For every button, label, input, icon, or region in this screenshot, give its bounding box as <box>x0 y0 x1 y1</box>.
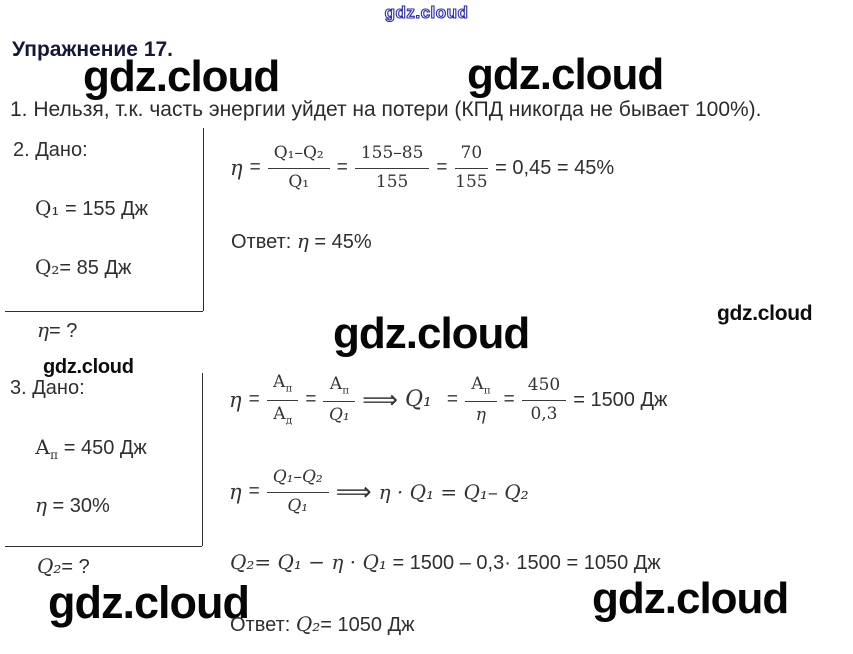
var-a-base: А <box>35 435 51 459</box>
problem2-find <box>37 319 77 343</box>
problem2-formula <box>230 140 614 196</box>
problem3-formula-3 <box>230 551 661 575</box>
fraction-q1-q2-over-q1 <box>268 144 330 192</box>
var-q1: Q₁ <box>35 196 60 220</box>
equals-sign: = <box>436 157 448 179</box>
fraction-denominator: 155 <box>375 171 409 192</box>
var-a-sub: п <box>342 385 350 397</box>
var-a-base: А <box>470 373 484 394</box>
answer-value: = 1050 Дж <box>320 614 415 636</box>
eta-symbol: η <box>229 387 242 412</box>
equals-sign: = <box>446 389 458 411</box>
watermark-top-left-large: gdz.cloud <box>83 52 280 101</box>
problem3-given-label: 3. Дано: <box>10 377 85 399</box>
problem3-given-divider-horizontal <box>5 546 202 547</box>
var-a-base: А <box>272 403 286 424</box>
eta-symbol: η <box>230 155 243 180</box>
implies-arrow-icon: ⟹ <box>335 477 372 506</box>
watermark-middle-left-small: gdz.cloud <box>43 356 134 378</box>
var-a-sub: п <box>50 448 59 462</box>
formula-result: = 1500 Дж <box>573 388 668 411</box>
given-q1-value: = 155 Дж <box>59 198 149 220</box>
given-q2-value: = 85 Дж <box>59 257 132 279</box>
formula-result: = 1500 – 0,3· 1500 = 1050 Дж <box>386 552 661 574</box>
problem3-given-ap <box>35 436 147 463</box>
problem3-find <box>37 555 90 579</box>
watermark-middle-right-small: gdz.cloud <box>717 302 813 325</box>
problem3-formula-2 <box>229 463 529 521</box>
implies-arrow-icon: ⟹ <box>362 385 398 414</box>
problem2-given-label: 2. Дано: <box>13 139 88 161</box>
page-title: Упражнение 17. <box>12 38 174 61</box>
problem2-given-divider-horizontal <box>5 311 203 312</box>
fraction-denominator: Q₁ <box>288 171 310 192</box>
formula-lhs: Q₂= Q₁ − η · Q₁ <box>230 550 387 574</box>
equals-sign: = <box>305 389 317 411</box>
find-question: = ? <box>61 556 90 578</box>
given-eta-value: = 30% <box>46 495 110 517</box>
fraction-denominator: Q₁ <box>287 495 309 516</box>
problem3-given-eta <box>35 494 110 518</box>
fraction-ap-over-q1 <box>323 375 355 426</box>
problem3-formula-1 <box>229 373 667 427</box>
answer-label: Ответ: <box>230 614 296 636</box>
answer-1-line: 1. Нельзя, т.к. часть энергии уйдет на потери (КПД никогда не бывает 100%). <box>10 98 762 121</box>
find-question: = ? <box>48 320 78 342</box>
fraction-numerator: 450 <box>522 376 566 401</box>
var-a-base: А <box>272 372 286 393</box>
fraction-numerator: 70 <box>455 144 489 169</box>
fraction-denominator <box>273 401 292 427</box>
watermark-top-right-large: gdz.cloud <box>467 50 664 99</box>
equals-sign: = <box>503 389 515 411</box>
problem3-given-divider-vertical <box>202 373 203 546</box>
answer-label: Ответ: <box>231 231 297 253</box>
equals-sign: = <box>248 481 260 503</box>
watermark-top-outline: gdz.cloud <box>384 3 469 22</box>
var-a-sub: п <box>285 383 293 395</box>
var-eta: η <box>37 318 49 342</box>
var-a-base: А <box>329 373 343 394</box>
fraction-denominator: 155 <box>455 171 488 192</box>
var-a-sub: п <box>483 385 491 397</box>
fraction-numerator <box>267 373 299 400</box>
problem2-answer <box>231 230 372 254</box>
eta-symbol: η <box>229 479 242 504</box>
problem2-given-q2 <box>35 256 131 280</box>
watermark-bottom-right-large: gdz.cloud <box>592 574 789 623</box>
fraction-ap-over-ad <box>267 373 299 426</box>
var-q2: Q₂ <box>35 255 60 279</box>
problem2-given-divider-vertical <box>203 128 204 311</box>
formula-rhs: η · Q₁ = Q₁– Q₂ <box>378 479 529 504</box>
fraction-numerator: Q₁–Q₂ <box>268 144 330 169</box>
fraction-numerator <box>465 375 497 402</box>
watermark-middle-center-large: gdz.cloud <box>333 309 530 358</box>
var-eta: η <box>35 493 47 517</box>
fraction-ap-over-eta <box>465 375 497 426</box>
fraction-450-over-03 <box>522 376 566 424</box>
fraction-numerator <box>323 375 355 402</box>
var-q1: Q₁ <box>405 387 432 413</box>
formula-result: = 0,45 = 45% <box>495 156 615 179</box>
equals-sign: = <box>248 389 260 411</box>
fraction-numerator: Q₁–Q₂ <box>267 468 329 493</box>
answer-value: = 45% <box>308 231 372 253</box>
fraction-denominator: Q₁ <box>328 404 350 425</box>
var-q2: Q₂ <box>37 554 62 578</box>
equals-sign: = <box>336 157 348 179</box>
fraction-q1-q2-over-q1 <box>267 468 329 516</box>
given-ap-value: = 450 Дж <box>58 437 147 459</box>
problem3-answer <box>230 613 415 637</box>
problem2-given-q1 <box>35 197 148 221</box>
fraction-numerator: 155–85 <box>355 144 430 169</box>
fraction-denominator: η <box>475 404 486 425</box>
var-a-sub: д <box>285 414 293 426</box>
fraction-155-85-over-155 <box>355 144 430 192</box>
var-eta: η <box>296 229 309 253</box>
fraction-denominator: 0,3 <box>530 403 558 424</box>
fraction-70-over-155 <box>455 144 489 192</box>
equals-sign: = <box>249 157 261 179</box>
watermark-bottom-left-large: gdz.cloud <box>48 577 249 628</box>
var-q2: Q₂ <box>295 612 321 636</box>
